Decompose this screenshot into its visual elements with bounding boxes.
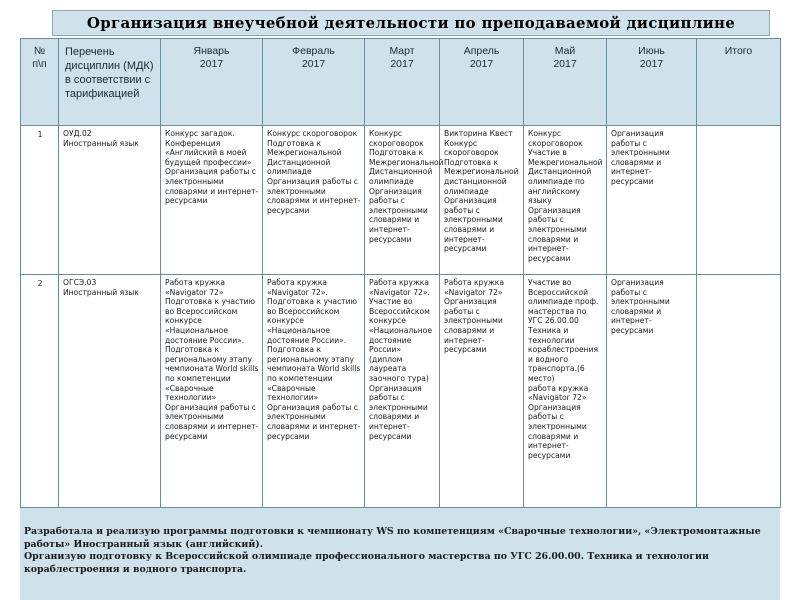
header-june: Июнь 2017	[607, 39, 697, 126]
cell-total	[697, 275, 781, 508]
header-april: Апрель 2017	[440, 39, 524, 126]
cell-june: Организация работы с электронными словарями и интернет-ресурсами	[607, 275, 697, 508]
header-may: Май 2017	[524, 39, 607, 126]
cell-june: Организация работы с электронными словарями и интернет-ресурсами	[607, 126, 697, 275]
cell-discipline: ОУД.02 Иностранный язык	[59, 126, 161, 275]
table-row	[21, 126, 781, 275]
header-march: Март 2017	[365, 39, 440, 126]
cell-april: Викторина Квест Конкурс скороговорок Подготовка к Межрегиональной дистанционной олимпиаде Организация работы с электронными словарями и интернет-ресурсами	[440, 126, 524, 275]
page-title-text: Организация внеучебной деятельности по преподаваемой дисциплине	[86, 14, 736, 32]
table-header-row	[21, 39, 781, 126]
cell-january: Конкурс загадок. Конференция «Английский в моей будущей профессии» Организация работы с электронными словарями и интернет-ресурсами	[161, 126, 263, 275]
header-total: Итого	[697, 39, 781, 126]
header-num: № п\п	[21, 39, 59, 126]
header-discipline: Перечень дисциплин (МДК) в соответствии с тарификацией	[59, 39, 161, 126]
cell-total	[697, 126, 781, 275]
cell-num: 1	[21, 126, 59, 275]
page-title	[52, 10, 770, 36]
activity-table	[20, 38, 781, 508]
cell-may: Участие во Всероссийской олимпиаде проф. мастерства по УГС 26.00.00 Техника и технологии кораблестроения и водного транспорта.(6 место) работа кружка «Navigator 72» Организация работы с электронными словарями и интернет-ресурсами	[524, 275, 607, 508]
cell-april: Работа кружка «Navigator 72» Организация работы с электронными словарями и интернет-ресурсами	[440, 275, 524, 508]
table-row	[21, 275, 781, 508]
cell-february: Конкурс скороговорок Подготовка к Межрегиональной Дистанционной олимпиаде Организация работы с электронными словарями и интернет-ресурсами	[263, 126, 365, 275]
cell-january: Работа кружка «Navigator 72» Подготовка к участию во Всероссийском конкурсе «Национальное достояние России». Подготовка к региональному этапу чемпионата World skills по компетенции «Сварочные технологии» Организация работы с электронными словарями и интернет-ресурсами	[161, 275, 263, 508]
footer-line-1: Разработала и реализую программы подготовки к чемпионату WS по компетенциям «Сварочные технологии», «Электромонтажные работы» Иностранный язык (английский).	[24, 526, 761, 550]
header-february: Февраль 2017	[263, 39, 365, 126]
footer-line-2: Организую подготовку к Всероссийской олимпиаде профессионального мастерства по УГС 26.00.00. Техника и технологии кораблестроения и водного транспорта.	[24, 551, 709, 575]
cell-may: Конкурс скороговорок Участие в Межрегиональной Дистанционной олимпиаде по английскому языку Организация работы с электронными словарями и интернет-ресурсами	[524, 126, 607, 275]
content-sheet	[20, 38, 780, 600]
header-january: Январь 2017	[161, 39, 263, 126]
cell-num: 2	[21, 275, 59, 508]
cell-march: Работа кружка «Navigator 72». Участие во Всероссийском конкурсе «Национальное достояние России» (диплом лауреата заочного тура) Организация работы с электронными словарями и интернет-ресурсами	[365, 275, 440, 508]
cell-march: Конкурс скороговорок Подготовка к Межрегиональной Дистанционной олимпиаде Организация работы с электронными словарями и интернет-ресурсами	[365, 126, 440, 275]
footer-notes	[24, 526, 776, 576]
cell-february: Работа кружка «Navigator 72». Подготовка к участию во Всероссийском конкурсе «Национальное достояние России». Подготовка к региональному этапу чемпионата World skills по компетенции «Сварочные технологии» Организация работы с электронными словарями и интернет-ресурсами	[263, 275, 365, 508]
cell-discipline: ОГСЭ.03 Иностранный язык	[59, 275, 161, 508]
